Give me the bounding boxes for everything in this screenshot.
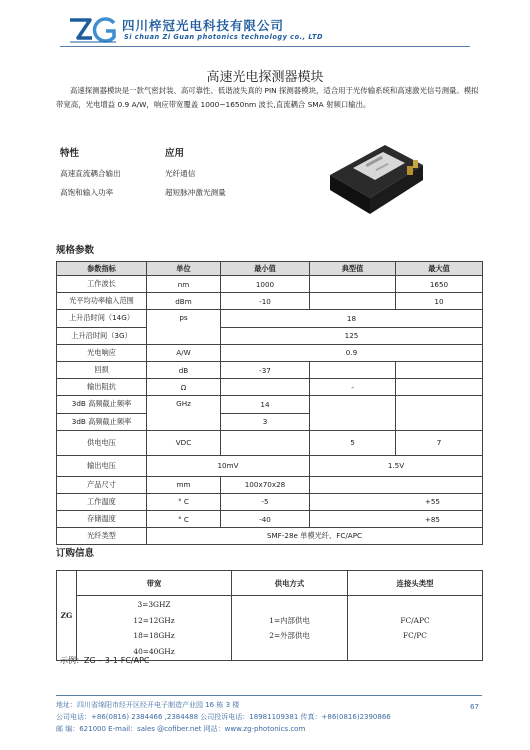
connector-options (348, 596, 483, 661)
param-cell: 光纤类型 (57, 528, 147, 545)
application-item: 光纤通信 (165, 169, 196, 178)
value-cell: +85 (310, 511, 483, 528)
table-row (57, 276, 483, 293)
param-cell: 输出阻抗 (57, 379, 147, 396)
column-header: 单位 (147, 262, 221, 276)
column-header: 连接头类型 (348, 571, 483, 596)
unit-cell: dB (147, 361, 221, 378)
table-row (57, 327, 483, 344)
company-logo (68, 16, 120, 46)
param-cell: 光电响应 (57, 344, 147, 361)
order-heading: 订购信息 (56, 548, 95, 559)
feature-item: 高速直流耦合输出 (60, 169, 121, 178)
table-row (57, 344, 483, 361)
spec-heading: 规格参数 (56, 245, 95, 256)
value-cell: 7 (396, 430, 483, 455)
product-photo (325, 130, 425, 220)
value-cell (221, 430, 310, 455)
value-cell: 3 (221, 413, 310, 430)
param-cell: 回损 (57, 361, 147, 378)
value-cell (310, 293, 396, 310)
param-cell: 工作波长 (57, 276, 147, 293)
unit-cell: dBm (147, 293, 221, 310)
empty-cell (310, 396, 396, 430)
column-header: 最大值 (396, 262, 483, 276)
footer-contact: 邮 编：621000 E-mail：sales @cofiber.net 网站：www.zg-photonics.com (56, 725, 306, 733)
unit-cell: mm (147, 476, 221, 493)
footer-phone: 公司电话：+86(0816) 2384466 ,2384488 公司投诉电话：18981109381 传真：+86(0816)2390866 (56, 713, 391, 721)
spec-table (56, 261, 483, 545)
unit-cell: ps (147, 310, 221, 344)
param-cell: 产品尺寸 (57, 476, 147, 493)
order-header-row (57, 571, 483, 596)
column-header: 带宽 (77, 571, 232, 596)
column-header: 供电方式 (232, 571, 348, 596)
table-row (57, 379, 483, 396)
page-title: 高速光电探测器模块 (206, 70, 324, 85)
unit-cell: A/W (147, 344, 221, 361)
list-item: FC/PC (403, 631, 427, 640)
table-row (57, 293, 483, 310)
value-cell: 1.5V (310, 455, 483, 476)
value-cell: -10 (221, 293, 310, 310)
empty-cell (310, 476, 483, 493)
value-cell: +55 (310, 493, 483, 510)
value-cell: -40 (221, 511, 310, 528)
value-cell: -5 (221, 493, 310, 510)
application-item: 超短脉冲激光测量 (165, 188, 226, 197)
param-cell: 3dB 高频截止频率 (57, 396, 147, 413)
list-item: FC/APC (400, 615, 430, 625)
param-cell: 上升沿时间（14G） (57, 310, 147, 327)
features-heading: 特性 (60, 148, 80, 159)
column-header: 参数指标 (57, 262, 147, 276)
value-cell (310, 361, 396, 378)
unit-cell: VDC (147, 430, 221, 455)
value-cell: 18 (221, 310, 483, 327)
empty-cell (396, 396, 483, 430)
value-cell (221, 379, 310, 396)
table-row (57, 430, 483, 455)
param-cell: 工作温度 (57, 493, 147, 510)
column-header: 典型值 (310, 262, 396, 276)
value-cell: -37 (221, 361, 310, 378)
value-cell: - (310, 379, 396, 396)
list-item: 2=外部供电 (269, 631, 310, 640)
table-row (57, 511, 483, 528)
company-name-cn: 四川梓冠光电科技有限公司 (122, 18, 285, 33)
value-cell: 5 (310, 430, 396, 455)
param-cell: 存储温度 (57, 511, 147, 528)
table-row (57, 361, 483, 378)
unit-cell: GHz (147, 396, 221, 430)
table-row (57, 528, 483, 545)
list-item: 3=3GHZ (137, 600, 171, 609)
bandwidth-options (77, 596, 232, 661)
column-header: 最小值 (221, 262, 310, 276)
value-cell: 10mV (147, 455, 310, 476)
list-item: 12=12GHz (133, 615, 175, 625)
value-cell: 100x70x28 (221, 476, 310, 493)
spec-header-row (57, 262, 483, 276)
param-cell: 3dB 高频截止频率 (57, 413, 147, 430)
feature-item: 高饱和输入功率 (60, 188, 114, 197)
footer-divider (56, 695, 482, 696)
param-cell: 光平均功率输入范围 (57, 293, 147, 310)
param-cell: 上升沿时间（3G） (57, 327, 147, 344)
applications-heading: 应用 (165, 148, 185, 159)
param-cell: 输出电压 (57, 455, 147, 476)
header-divider (60, 46, 470, 47)
value-cell: 1000 (221, 276, 310, 293)
param-cell: 供电电压 (57, 430, 147, 455)
value-cell: 125 (221, 327, 483, 344)
list-item: 18=18GHz (133, 631, 175, 640)
table-row (57, 493, 483, 510)
value-cell (396, 361, 483, 378)
value-cell: SMF-28e 单模光纤、FC/APC (147, 528, 483, 545)
unit-cell: ° C (147, 493, 221, 510)
value-cell (310, 276, 396, 293)
list-item: 40=40GHz (133, 646, 175, 656)
model-cell: ZG (57, 571, 77, 661)
order-options-row (57, 596, 483, 661)
footer-address: 地址：四川省绵阳市经开区经开电子制造产业园 16 栋 3 楼 (56, 701, 240, 709)
table-row (57, 310, 483, 327)
unit-cell: nm (147, 276, 221, 293)
order-example: 示例：ZG – 3-1-FC/APC (60, 656, 150, 665)
page-number: 67 (470, 703, 479, 711)
intro-paragraph: 高速探测器模块是一款气密封装、高可靠性、低谐波失真的 PIN 探测器模块，适合用于光传输系统和高速激光信号测量。模拟带宽高，光电增益 0.9 A/W，响应带宽覆盖 1000~1650nm 波长,直流耦合 SMA 射频口输出。 (56, 86, 479, 109)
value-cell: 10 (396, 293, 483, 310)
unit-cell: Ω (147, 379, 221, 396)
list-item: 1=内部供电 (269, 615, 310, 625)
value-cell: 14 (221, 396, 310, 413)
table-row (57, 396, 483, 413)
table-row (57, 455, 483, 476)
value-cell (396, 379, 483, 396)
company-name-en: Si chuan Zi Guan photonics technology co., LTD (124, 33, 324, 41)
unit-cell: ° C (147, 511, 221, 528)
value-cell: 0.9 (221, 344, 483, 361)
table-row (57, 476, 483, 493)
order-table (56, 570, 483, 661)
value-cell: 1650 (396, 276, 483, 293)
supply-options (232, 596, 348, 661)
